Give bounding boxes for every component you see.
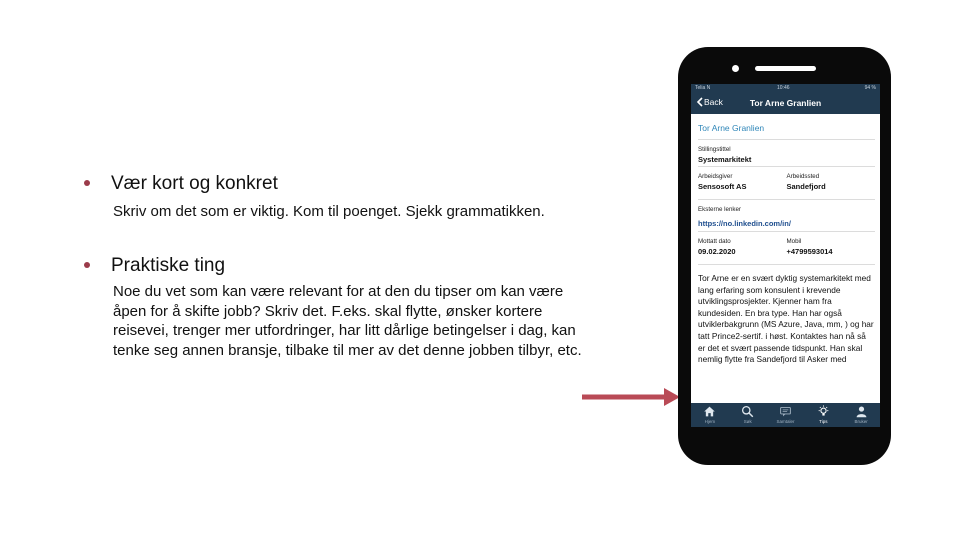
phone-speaker — [755, 66, 816, 71]
tab-label: Tips — [819, 419, 828, 424]
external-links-field — [698, 200, 875, 232]
nav-bar — [691, 93, 880, 114]
tip-description: Tor Arne er en svært dyktig systemarkitekt med lang erfaring som konsulent i krevende utviklingsprosjekter. Kjenner ham fra kundesiden. En bra type. Han har også utviklerbakgrunn (MS Azure, Java, mm, ) og har tatt Prince2-sertif. i høst. Kontaktes han nå så er det et svært passende tidspunkt. Han skal nemlig flytte fra Sandefjord til Asker med — [698, 273, 874, 365]
job-title-field — [698, 140, 875, 167]
home-icon — [703, 405, 716, 418]
profile-name-row — [698, 114, 875, 140]
bullet-body: Skriv om det som er viktig. Kom til poenget. Sjekk grammatikken. — [113, 203, 545, 220]
location-label: Arbeidssted — [786, 173, 820, 180]
job-title-label: Stillingstittel — [698, 146, 731, 153]
tab-label: Samtaler — [776, 419, 795, 424]
employer-location-row — [698, 167, 875, 200]
linkedin-link[interactable]: https://no.linkedin.com/in/ — [698, 219, 791, 228]
screen-title: Tor Arne Granlien — [749, 98, 822, 108]
pointer-arrow-icon — [582, 388, 680, 408]
user-icon — [855, 405, 868, 418]
tab-user[interactable] — [842, 403, 880, 427]
received-field — [698, 238, 787, 264]
employer-label: Arbeidsgiver — [698, 173, 733, 180]
lightbulb-icon — [817, 405, 830, 418]
bullet-body: Noe du vet som kan være relevant for at den du tipser om kan være åpen for å skifte jobb? Skriv det. F.eks. skal flytte, ønsker kortere reisevei, trenger mer utfordringer, har litt dårlige betingelser i dag, kan tenke seg annen bransje, tilbake til mer av det denne jobben tilbyr, etc. — [113, 283, 582, 359]
received-mobile-row — [698, 232, 875, 265]
received-label: Mottatt dato — [698, 238, 731, 245]
phone-mockup — [678, 47, 891, 465]
tab-label: Bruker — [854, 419, 868, 424]
external-links-label: Eksterne lenker — [698, 206, 741, 213]
mobile-label: Mobil — [786, 238, 802, 245]
battery-label: 94 % — [864, 85, 876, 91]
bullet-heading: Vær kort og konkret — [111, 173, 278, 194]
clock: 10:46 — [777, 85, 790, 91]
front-camera — [732, 65, 739, 72]
tab-label: Hjem — [704, 419, 716, 424]
bullet-heading: Praktiske ting — [111, 255, 226, 276]
tab-bar — [691, 403, 880, 427]
location-field — [787, 173, 876, 199]
mobile-value[interactable]: +4799593014 — [786, 247, 833, 256]
job-title-value: Systemarkitekt — [698, 155, 752, 164]
location-value: Sandefjord — [786, 182, 826, 191]
bullet-dot — [84, 180, 90, 186]
tab-search[interactable] — [729, 403, 767, 427]
tab-tips[interactable] — [804, 403, 842, 427]
chat-icon — [779, 405, 792, 418]
profile-content — [691, 114, 880, 366]
carrier-label: Telia N — [695, 85, 711, 91]
status-bar — [691, 84, 880, 93]
received-value: 09.02.2020 — [698, 247, 736, 256]
tab-label: Søk — [743, 419, 752, 424]
mobile-field — [787, 238, 876, 264]
back-label: Back — [704, 97, 723, 107]
employer-field — [698, 173, 787, 199]
tab-conversations[interactable] — [767, 403, 805, 427]
tab-home[interactable] — [691, 403, 729, 427]
employer-value: Sensosoft AS — [698, 182, 747, 191]
profile-name-link[interactable]: Tor Arne Granlien — [698, 123, 765, 133]
phone-screen — [691, 84, 880, 427]
search-icon — [741, 405, 754, 418]
bullet-dot — [84, 262, 90, 268]
